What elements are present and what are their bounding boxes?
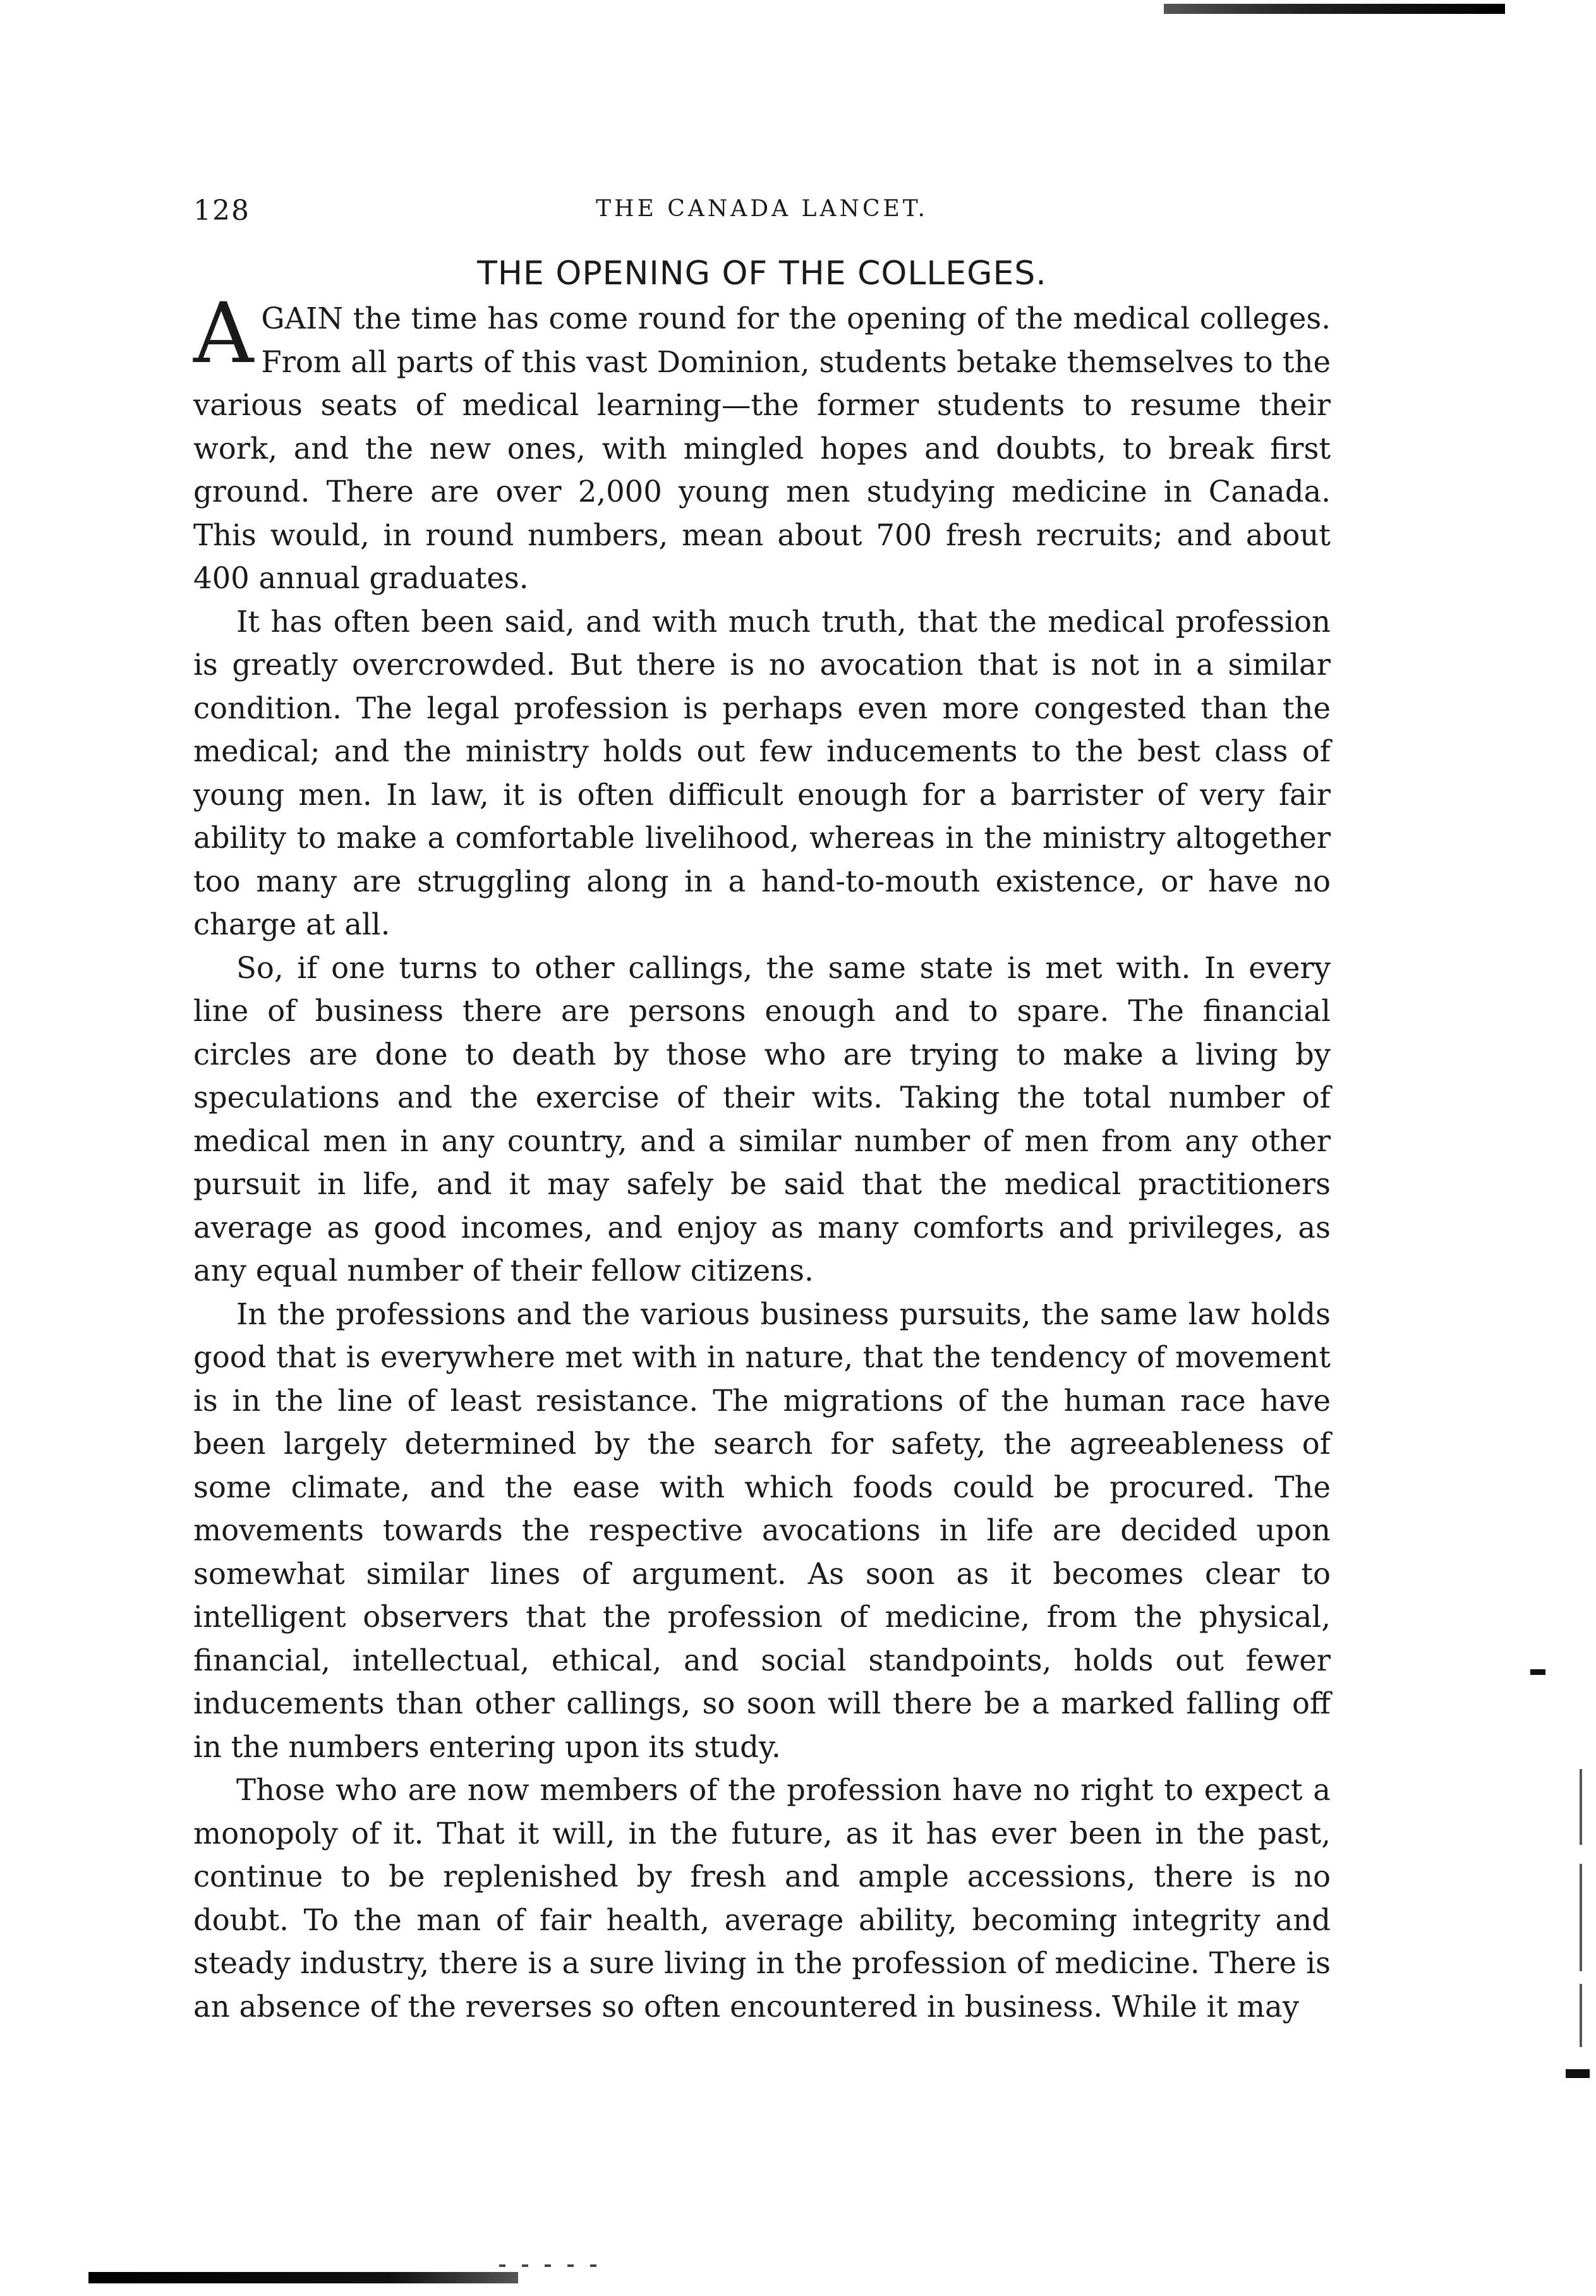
article-paragraph <box>193 285 1331 600</box>
scan-margin-line <box>1580 1769 1582 1845</box>
scan-margin-line <box>1580 1864 1582 1971</box>
scan-edge-dots <box>499 2264 600 2267</box>
running-head: THE CANADA LANCET. <box>596 196 928 222</box>
page-header <box>193 195 1331 233</box>
article-paragraph: So, if one turns to other callings, the same state is met with. In every line of business there are persons enough and to spare. The financial circles are done to death by those who are trying to make a living by speculations and the exercise of their wits. Taking the total number of medical men in any country, and a similar number of men from any other pursuit in life, and it may safely be said that the medical practitioners average as good incomes, and enjoy as many comforts and privileges, as any equal number of their fellow citizens. <box>193 950 1331 1288</box>
scan-margin-line <box>1580 1984 1582 2047</box>
article-paragraph: It has often been said, and with much truth, that the medical profession is greatly overcrowded. But there is no avocation that is not in a similar condition. The legal profession is perhaps even more congested than the medical; and the ministry holds out few inducements to the best class of young men. In law, it is often difficult enough for a barrister of very fair ability to make a comfortable livelihood, whereas in the ministry altogether too many are struggling along in a hand-to-mouth existence, or have no charge at all. <box>193 604 1331 941</box>
scan-edge-rule-bottom <box>88 2272 518 2283</box>
drop-cap: A <box>193 285 254 382</box>
scan-margin-mark <box>1530 1669 1545 1675</box>
scan-margin-mark <box>1566 2069 1590 2078</box>
article-paragraph: In the professions and the various business pursuits, the same law holds good that is everywhere met with in nature, that the tendency of movement is in the line of least resistance. The migrations of the human race have been largely determined by the search for safety, the agreeableness of some climate, and the ease with which foods could be procured. The movements towards the respective avocations in life are decided upon somewhat similar lines of argument. As soon as it becomes clear to intelligent observers that the profession of medicine, from the physical, financial, intellectual, ethical, and social standpoints, holds out fewer inducements than other callings, so soon will there be a marked falling off in the numbers entering upon its study. <box>193 1296 1331 1764</box>
article-body <box>193 285 1331 2224</box>
article-paragraph: Those who are now members of the profession have no right to expect a monopoly of it. That it will, in the future, as it has ever been in the past, continue to be replenished by fresh and ample accessions, there is no doubt. To the man of fair health, average ability, becoming integrity and steady industry, there is a sure living in the profession of medicine. There is an absence of the reverses so often encountered in business. While it may <box>193 1773 1331 2024</box>
page-number: 128 <box>193 195 250 227</box>
paragraph-text: GAIN the time has come round for the opening of the medical colleges. From all parts of this vast Dominion, students betake themselves to the various seats of medical learning—the former students to resume their work, and the new ones, with mingled hopes and doubts, to break first ground. There are over 2,000 young men studying medicine in Canada. This would, in round numbers, mean about 700 fresh recruits; and about 400 annual graduates. <box>193 301 1331 595</box>
article-title: THE OPENING OF THE COLLEGES. <box>477 255 1047 293</box>
scan-edge-rule-top <box>1164 4 1505 14</box>
